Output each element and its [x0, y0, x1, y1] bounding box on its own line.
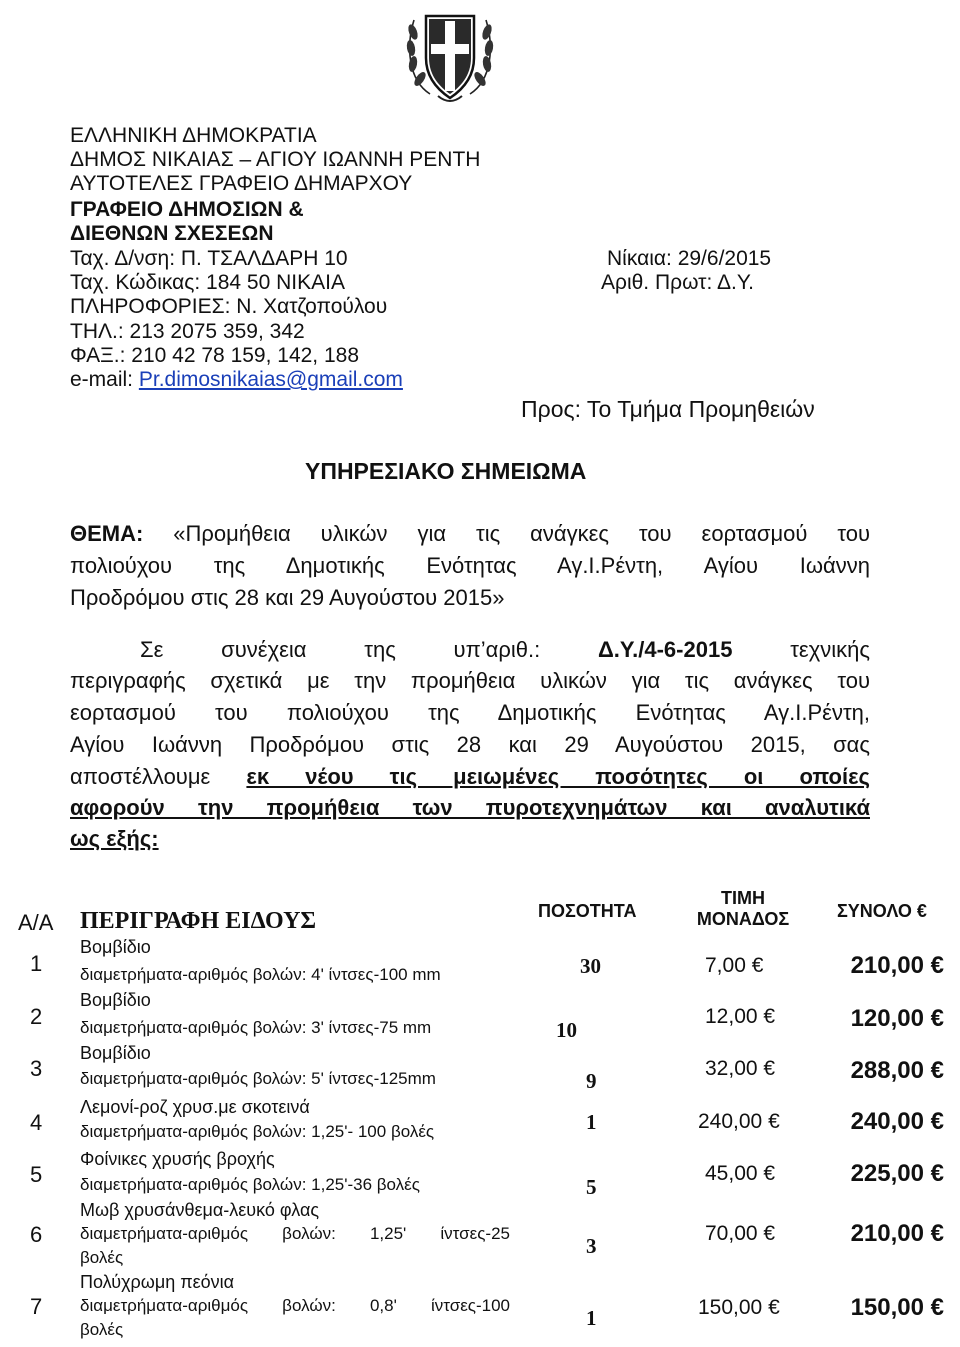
row-number: 6 — [30, 1222, 43, 1247]
email-link[interactable]: Pr.dimosnikaias@gmail.com — [138, 368, 403, 391]
row-number: 3 — [30, 1056, 43, 1081]
body-line-4: Αγίου Ιωάννη Προδρόμου στις 28 και 29 Αυγούστου 2015, σας — [70, 732, 870, 757]
row-number: 7 — [30, 1294, 43, 1319]
protocol-number: Αριθ. Πρωτ: Δ.Υ. — [601, 271, 754, 294]
body-line-6: αφορούν την προμήθεια των πυροτεχνημάτων και αναλυτικά — [70, 795, 870, 820]
body-line-7: ως εξής: — [70, 826, 159, 851]
header-office-line-1: ΓΡΑΦΕΙΟ ΔΗΜΟΣΙΩΝ & — [70, 198, 304, 221]
row-number: 4 — [30, 1110, 43, 1135]
col-header-description: ΠΕΡΙΓΡΑΦΗ ΕΙΔΟΥΣ — [80, 908, 317, 934]
body-line-1: Σε συνέχεια της υπ’αριθ.: Δ.Υ./4-6-2015 τεχνικής — [140, 637, 870, 662]
subject-line-3: Προδρόμου στις 28 και 29 Αυγούστου 2015» — [70, 585, 505, 610]
item-unit-price: 150,00 € — [698, 1296, 780, 1319]
header-phone: ΤΗΛ.: 213 2075 359, 342 — [70, 320, 305, 343]
item-unit-price: 7,00 € — [705, 954, 764, 977]
item-quantity: 10 — [556, 1018, 577, 1042]
item-spec: διαμετρήματα-αριθμός βολών: 0,8' ίντσες-100 — [80, 1296, 510, 1315]
item-total: 150,00 € — [850, 1294, 944, 1321]
item-unit-price: 240,00 € — [698, 1110, 780, 1133]
item-total: 240,00 € — [850, 1108, 944, 1135]
item-unit-price: 12,00 € — [705, 1005, 776, 1028]
header-info: ΠΛΗΡΟΦΟΡΙΕΣ: Ν. Χατζοπούλου — [70, 295, 388, 318]
row-number: 1 — [30, 951, 43, 976]
header-line-2: ΔΗΜΟΣ ΝΙΚΑΙΑΣ – ΑΓΙΟΥ ΙΩΑΝΝΗ ΡΕΝΤΗ — [70, 148, 481, 171]
item-name: Βομβίδιο — [80, 990, 151, 1010]
item-total: 210,00 € — [850, 952, 944, 979]
header-line-3: ΑΥΤΟΤΕΛΕΣ ΓΡΑΦΕΙΟ ΔΗΜΑΡΧΟΥ — [70, 172, 413, 195]
item-quantity: 9 — [586, 1069, 597, 1093]
item-name: Φοίνικες χρυσής βροχής — [80, 1149, 275, 1169]
body-line-5: αποστέλλουμε εκ νέου τις μειωμένες ποσότητες οι οποίες — [70, 764, 870, 789]
col-header-total: ΣΥΝΟΛΟ € — [837, 901, 927, 921]
col-header-quantity: ΠΟΣΟΤΗΤΑ — [538, 901, 637, 921]
col-header-unit-price: ΤΙΜΗ ΜΟΝΑΔΟΣ — [696, 888, 790, 929]
item-quantity: 5 — [586, 1175, 597, 1199]
item-spec-continued: βολές — [80, 1248, 124, 1267]
header-office-line-2: ΔΙΕΘΝΩΝ ΣΧΕΣΕΩΝ — [70, 222, 274, 245]
item-total: 288,00 € — [850, 1057, 944, 1084]
row-number: 2 — [30, 1004, 43, 1029]
item-unit-price: 45,00 € — [705, 1162, 776, 1185]
item-quantity: 30 — [580, 954, 601, 978]
item-unit-price: 32,00 € — [705, 1057, 776, 1080]
subject-line-2: πολιούχου της Δημοτικής Ενότητας Αγ.Ι.Ρέντη, Αγίου Ιωάννη — [70, 553, 870, 578]
header-email-row — [70, 368, 403, 392]
header-line-1: ΕΛΛΗΝΙΚΗ ΔΗΜΟΚΡΑΤΙΑ — [70, 124, 317, 147]
greek-coat-of-arms — [400, 2, 500, 110]
header-address: Ταχ. Δ/νση: Π. ΤΣΑΛΔΑΡΗ 10 — [70, 247, 348, 270]
body-line-3: εορτασμού του πολιούχου της Δημοτικής Ενότητας Αγ.Ι.Ρέντη, — [70, 700, 870, 725]
item-spec: διαμετρήματα-αριθμός βολών: 4' ίντσες-100 mm — [80, 965, 441, 984]
item-name: Λεμονί-ροζ χρυσ.με σκοτεινά — [80, 1097, 310, 1117]
reference-number: Δ.Υ./4-6-2015 — [597, 637, 733, 662]
header-fax: ΦΑΞ.: 210 42 78 159, 142, 188 — [70, 344, 360, 367]
item-name: Βομβίδιο — [80, 1043, 151, 1063]
body-line-2: περιγραφής σχετικά με την προμήθεια υλικών για τις ανάγκες του — [70, 668, 870, 693]
memo-title: ΥΠΗΡΕΣΙΑΚΟ ΣΗΜΕΙΩΜΑ — [305, 458, 587, 484]
document-date: Νίκαια: 29/6/2015 — [607, 247, 772, 270]
item-spec: διαμετρήματα-αριθμός βολών: 1,25'- 100 βολές — [80, 1122, 435, 1141]
emphasis-text: εκ νέου τις μειωμένες ποσότητες οι οποίες — [246, 764, 870, 789]
item-quantity: 1 — [586, 1110, 597, 1134]
item-spec-continued: βολές — [80, 1320, 124, 1339]
item-name: Μωβ χρυσάνθεμα-λευκό φλας — [80, 1200, 320, 1220]
item-total: 120,00 € — [850, 1005, 944, 1032]
item-unit-price: 70,00 € — [705, 1222, 776, 1245]
header-postcode: Ταχ. Κώδικας: 184 50 ΝΙΚΑΙΑ — [70, 271, 345, 294]
item-quantity: 1 — [586, 1306, 597, 1330]
item-spec: διαμετρήματα-αριθμός βολών: 3' ίντσες-75 mm — [80, 1018, 432, 1037]
email-label: e-mail: — [70, 368, 139, 391]
row-number: 5 — [30, 1162, 43, 1187]
item-total: 210,00 € — [850, 1220, 944, 1247]
item-name: Βομβίδιο — [80, 937, 151, 957]
item-spec: διαμετρήματα-αριθμός βολών: 1,25'-36 βολές — [80, 1175, 420, 1194]
item-spec: διαμετρήματα-αριθμός βολών: 1,25' ίντσες-25 — [80, 1224, 510, 1243]
item-total: 225,00 € — [850, 1160, 944, 1187]
recipient: Προς: Το Τμήμα Προμηθειών — [521, 396, 815, 422]
subject-label: ΘΕΜΑ: — [70, 521, 144, 546]
item-spec: διαμετρήματα-αριθμός βολών: 5' ίντσες-125mm — [80, 1069, 436, 1088]
col-header-aa: Α/Α — [18, 910, 54, 935]
subject-line-1: ΘΕΜΑ: «Προμήθεια υλικών για τις ανάγκες του εορτασμού του — [70, 521, 870, 546]
item-quantity: 3 — [586, 1234, 597, 1258]
item-name: Πολύχρωμη πεόνια — [80, 1272, 235, 1292]
